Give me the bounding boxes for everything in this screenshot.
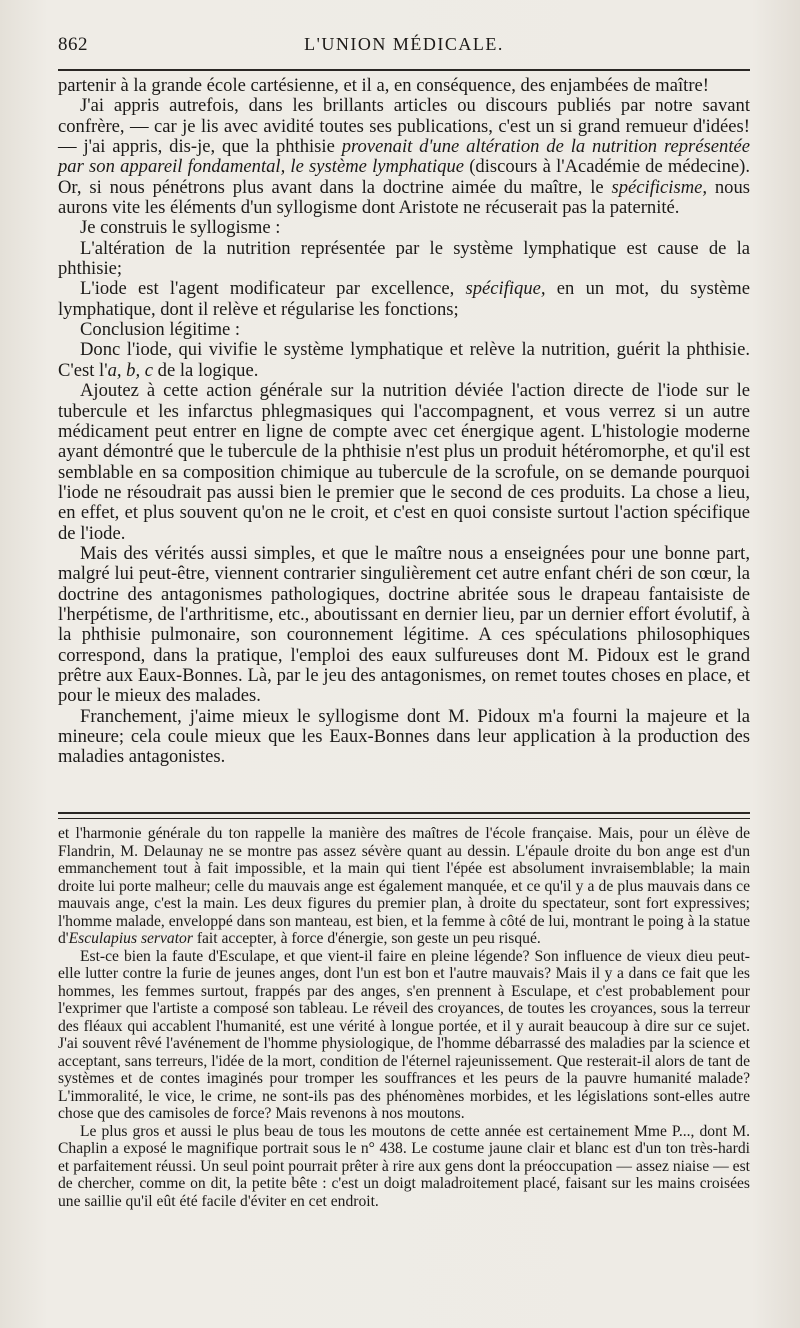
- paragraph-text: et l'harmonie générale du ton rappelle la manière des maîtres de l'école française. Mais, pour un élève de Flandrin, M. Delaunay ne se montre pas assez sévère quant au dessin. L'épaule droite du bon ange est d'un emmanchement tout à fait impossible, et la main qui tient l'épée est absolument invraisemblable; la main droite lui porte malheur; celle du mauvais ange est également manquée, et ce qu'il y a de plus mauvais dans ce mauvais ange, c'est la main. Les deux figures du premier plan, à droite du spectateur, sont fort expressives; l'homme malade, enveloppé dans son manteau, est bien, et la femme à côté de lui, montrant le poing à la statue d': [58, 825, 750, 947]
- header-rule: [58, 69, 750, 71]
- paragraph-text: Le plus gros et aussi le plus beau de tous les moutons de cette année est certainement Mme P..., dont M. Chaplin a exposé le magnifique portrait sous le n° 438. Le costume jaune clair et blanc est d'un ton très-hardi et parfaitement réussi. Un seul point pourrait prêter à rire aux gens dont la préoccupation — assez niaise — est de chercher, comme on dit, la petite bête : c'est un doigt maladroitement placé, faisant sur les mains croisées une saillie qu'il eût été facile d'éviter en cet endroit.: [58, 1122, 750, 1210]
- paragraph-text: L'altération de la nutrition représentée par le système lymphatique est cause de la phthisie;: [58, 237, 750, 280]
- paragraph-text: L'iode est l'agent modificateur par excellence,: [80, 278, 466, 300]
- paragraph: [58, 544, 750, 707]
- paragraph-text: Mais des vérités aussi simples, et que le maître nous a enseignées pour une bonne part, malgré lui peut-être, viennent contrarier singulièrement cet autre enfant chéri de son cœur, la doctrine des antagonismes pathologiques, doctrine abritée sous le drapeau fantaisiste de l'herpétisme, de l'arthritisme, etc., aboutissant en dernier lieu, par un dernier effort évolutif, à la phthisie pulmonaire, son couronnement légitime. A ces spéculations philosophiques correspond, dans la pratique, l'emploi des eaux sulfureuses dont M. Pidoux est le grand prêtre aux Eaux-Bonnes. Là, par le jeu des antagonismes, on remet toutes choses en place, et pour le mieux des malades.: [58, 542, 750, 707]
- page-header: [58, 34, 750, 64]
- paragraph-text: Est-ce bien la faute d'Esculape, et que vient-il faire en pleine légende? Son influence de vieux dieu peut-elle lutter contre la furie de jeunes anges, dont l'un est bon et l'autre mauvais? Mais il y a dans ce fait que les hommes, les femmes surtout, frappés par des anges, s'en prennent à Esculape, et c'est probablement pour l'exprimer que l'artiste a composé son tableau. Le réveil des croyances, de toutes les croyances, sous la terreur des fléaux qui accablent l'humanité, est une vérité à longue portée, et il y aurait beaucoup à dire sur ce sujet. J'ai souvent rêvé l'avénement de l'homme physiologique, de l'homme débarrassé des maladies par la science et acceptant, sans terreurs, l'idée de la mort, condition de l'éternel rajeunissement. Que resterait-il alors de tant de systèmes et de contes imaginés pour tromper les souffrances et les peurs de la pauvre humanité malade? L'immoralité, le vice, le crime, ne sont-ils pas des phénomènes morbides, et les législations sont-elles autre chose que des camisoles de force? Mais revenons à nos moutons.: [58, 947, 750, 1122]
- paragraph-text: Franchement, j'aime mieux le syllogisme dont M. Pidoux m'a fourni la majeure et la mineure; cela coule mieux que les Eaux-Bonnes dans leur application à la production des maladies antagonistes.: [58, 705, 750, 768]
- paragraph: [58, 218, 750, 238]
- paragraph-text: J'ai appris autrefois, dans les brillants articles ou discours publiés par notre savant confrère, — car je lis avec avidité toutes ses publications, c'est un si grand remueur d'idées! — j'ai appris, dis-je, que la phthisie: [58, 95, 750, 158]
- paragraph-text: (discours à l'Académie de médecine). Or, si nous pénétrons plus avant dans la doctrine aimée du maître, le: [58, 156, 750, 198]
- main-column: [58, 76, 750, 768]
- paragraph: [58, 239, 750, 280]
- page-number: 862: [58, 34, 88, 55]
- italic-term: spécifique,: [465, 278, 546, 300]
- feuilleton-rule-thin: [58, 818, 750, 819]
- paragraph-text: fait accepter, à force d'énergie, son geste un peu risqué.: [192, 930, 541, 947]
- paragraph: [58, 381, 750, 544]
- paragraph-text: Conclusion légitime :: [80, 319, 241, 341]
- italic-term: a, b, c: [107, 359, 154, 381]
- paragraph: [58, 320, 750, 340]
- feuilleton-column: [58, 825, 750, 1210]
- paragraph-text: de la logique.: [153, 359, 259, 381]
- paragraph: [58, 76, 750, 96]
- paragraph-text: Donc l'iode, qui vivifie le système lymphatique et relève la nutrition, guérit la phthisie. C'est l': [58, 339, 750, 381]
- paragraph: [58, 340, 750, 381]
- italic-term: Esculapius servator: [68, 930, 193, 947]
- paragraph: [58, 279, 750, 320]
- italic-term: spécificisme,: [611, 176, 708, 198]
- italic-quote: provenait d'une altération de la nutrition représentée par son appareil fondamental, le système lymphatique: [58, 136, 750, 178]
- footer-paragraph: [58, 825, 750, 948]
- footer-paragraph: [58, 948, 750, 1123]
- paragraph-text: partenir à la grande école cartésienne, et il a, en conséquence, des enjambées de maître!: [58, 75, 709, 96]
- paragraph-text: Je construis le syllogisme :: [80, 217, 281, 239]
- paragraph-text: en un mot, du système lymphatique, dont il relève et régularise les fonctions;: [58, 278, 750, 320]
- running-title: L'UNION MÉDICALE.: [304, 34, 504, 54]
- paragraph: [58, 96, 750, 218]
- footer-paragraph: [58, 1123, 750, 1211]
- feuilleton-rule: [58, 812, 750, 814]
- paragraph-text: Ajoutez à cette action générale sur la nutrition déviée l'action directe de l'iode sur le tubercule et les infarctus phlegmasiques qui l'accompagnent, et vous verrez si un autre médicament peut entrer en ligne de compte avec cet énergique agent. L'histologie moderne ayant démontré que le tubercule de la phthisie n'est plus un produit hétéromorphe, et qu'il est semblable en sa composition chimique au tubercule de la scrofule, on se demande pourquoi l'iode ne résoudrait pas aussi bien le premier que le second de ces produits. La chose a lieu, en effet, et plus souvent qu'on ne le croit, et c'est en quoi consiste surtout l'action spécifique de l'iode.: [58, 380, 750, 544]
- paragraph-text: nous aurons vite les éléments d'un syllogisme dont Aristote ne récuserait pas la paternité.: [58, 176, 750, 219]
- paragraph: [58, 707, 750, 768]
